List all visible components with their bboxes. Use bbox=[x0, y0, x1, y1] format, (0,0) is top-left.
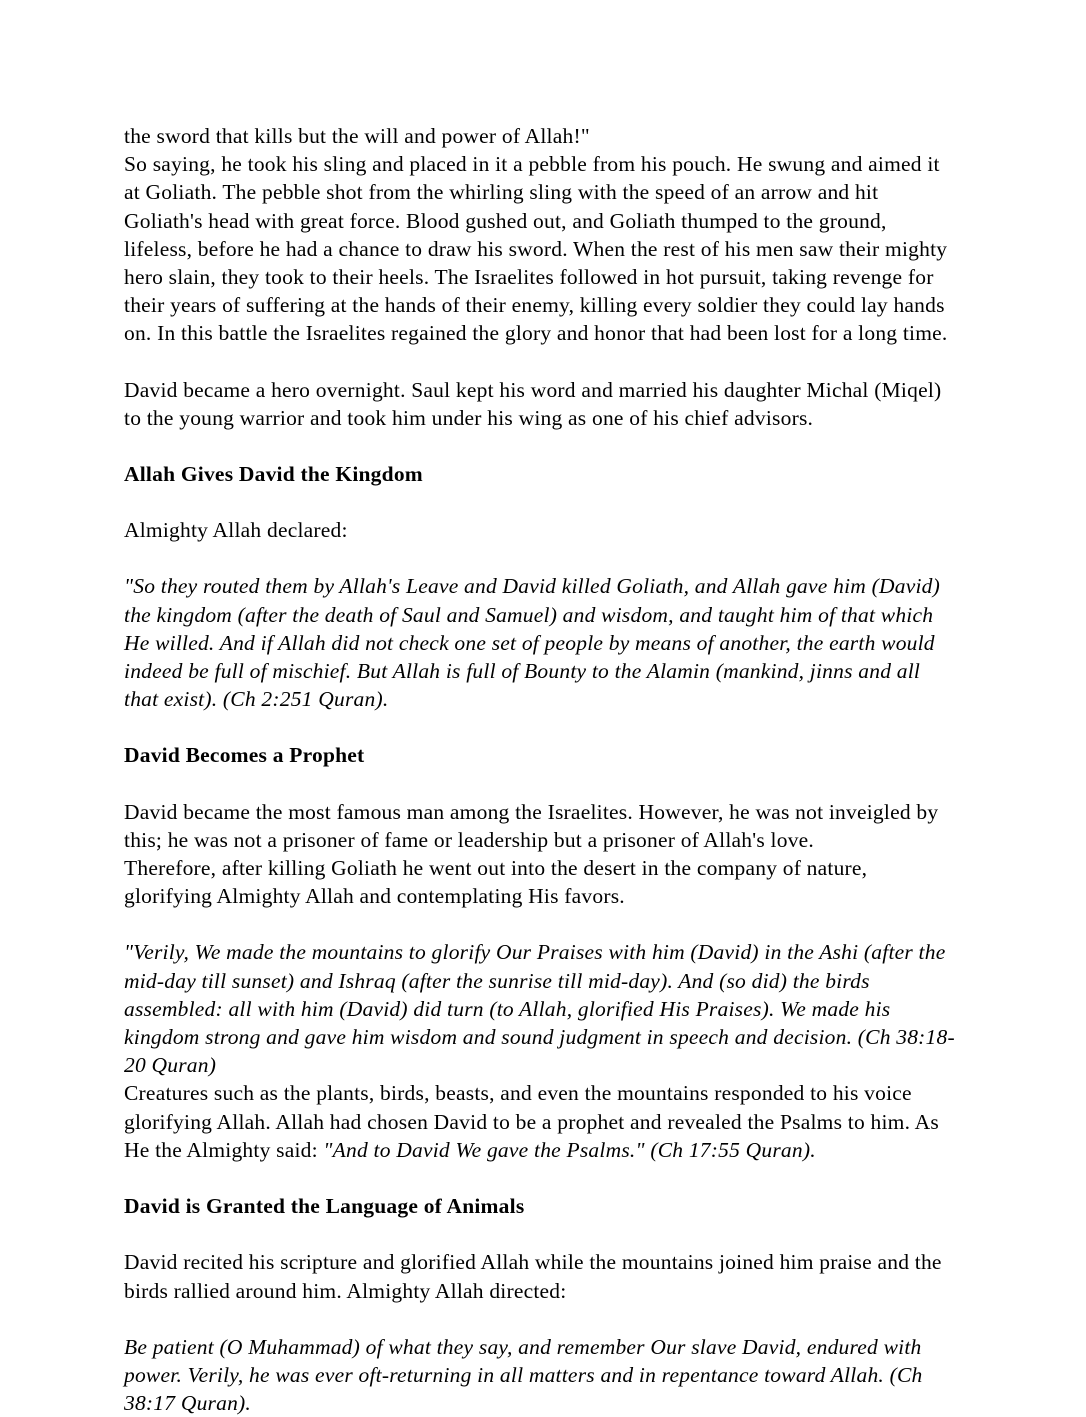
quote-psalms-inline: "And to David We gave the Psalms." (Ch 17:55 Quran). bbox=[323, 1137, 816, 1162]
document-text-column bbox=[124, 122, 958, 1417]
paragraph-sling-battle: So saying, he took his sling and placed in it a pebble from his pouch. He swung and aimed it at Goliath. The pebble shot from the whirling sling with the speed of an arrow and hit Goliath's head with great force. Blood gushed out, and Goliath thumped to the ground, lifeless, before he had a chance to draw his sword. When the rest of his men saw their mighty hero slain, they took to their heels. The Israelites followed in hot pursuit, taking revenge for their years of suffering at the hands of their enemy, killing every soldier they could lay hands on. In this battle the Israelites regained the glory and honor that had been lost for a long time. bbox=[124, 152, 948, 346]
paragraph-most-famous-man: David became the most famous man among the Israelites. However, he was not inveigled by this; he was not a prisoner of fame or leadership but a prisoner of Allah's love. bbox=[124, 799, 939, 852]
paragraph-recited-scripture: David recited his scripture and glorified Allah while the mountains joined him praise and the birds rallied around him. Almighty Allah directed: bbox=[124, 1250, 942, 1303]
quote-ch-38-18-20-text: "Verily, We made the mountains to glorify Our Praises with him (David) in the Ashi (after the mid-day till sunset) and Ishraq (after the sunrise till mid-day). And (so did) the birds assembled: all with him (David) did turn (to Allah, glorified His Praises). We made his kingdom strong and gave him wisdom and sound judgment in speech and decision. (Ch 38:18-20 Quran) bbox=[124, 940, 955, 1078]
paragraph-sword-continuation: the sword that kills but the will and power of Allah!" bbox=[124, 124, 590, 148]
paragraph-creatures-responded-text: Creatures such as the plants, birds, beasts, and even the mountains responded to his voice glorifying Allah. Allah had chosen David to be a prophet and revealed the Psalms to him. As He the Almighty said: bbox=[124, 1081, 939, 1162]
paragraph-creatures-responded bbox=[124, 1079, 958, 1164]
paragraph-therefore-desert: Therefore, after killing Goliath he went out into the desert in the company of nature, glorifying Almighty Allah and contemplating His favors. bbox=[124, 856, 868, 909]
heading-allah-gives-david-the-kingdom: Allah Gives David the Kingdom bbox=[124, 462, 423, 487]
heading-david-is-granted-the-language-of-animals: David is Granted the Language of Animals bbox=[124, 1194, 525, 1219]
quote-ch-38-18-20 bbox=[124, 938, 958, 1079]
quote-ch-38-17: Be patient (O Muhammad) of what they say, and remember Our slave David, endured with power. Verily, he was ever oft-returning in all matters and in repentance toward Allah. (Ch 38:17 Quran). bbox=[124, 1334, 923, 1416]
paragraph-almighty-allah-declared: Almighty Allah declared: bbox=[124, 518, 348, 543]
heading-david-becomes-a-prophet: David Becomes a Prophet bbox=[124, 743, 365, 768]
quote-ch-2-251: "So they routed them by Allah's Leave and David killed Goliath, and Allah gave him (David) the kingdom (after the death of Saul and Samuel) and wisdom, and taught him of that which He willed. And if Allah did not check one set of people by means of another, the earth would indeed be full of mischief. But Allah is full of Bounty to the Alamin (mankind, jinns and all that exist). (Ch 2:251 Quran). bbox=[124, 574, 940, 712]
paragraph-hero-overnight: David became a hero overnight. Saul kept his word and married his daughter Michal (Miqel) to the young warrior and took him under his wing as one of his chief advisors. bbox=[124, 377, 942, 430]
